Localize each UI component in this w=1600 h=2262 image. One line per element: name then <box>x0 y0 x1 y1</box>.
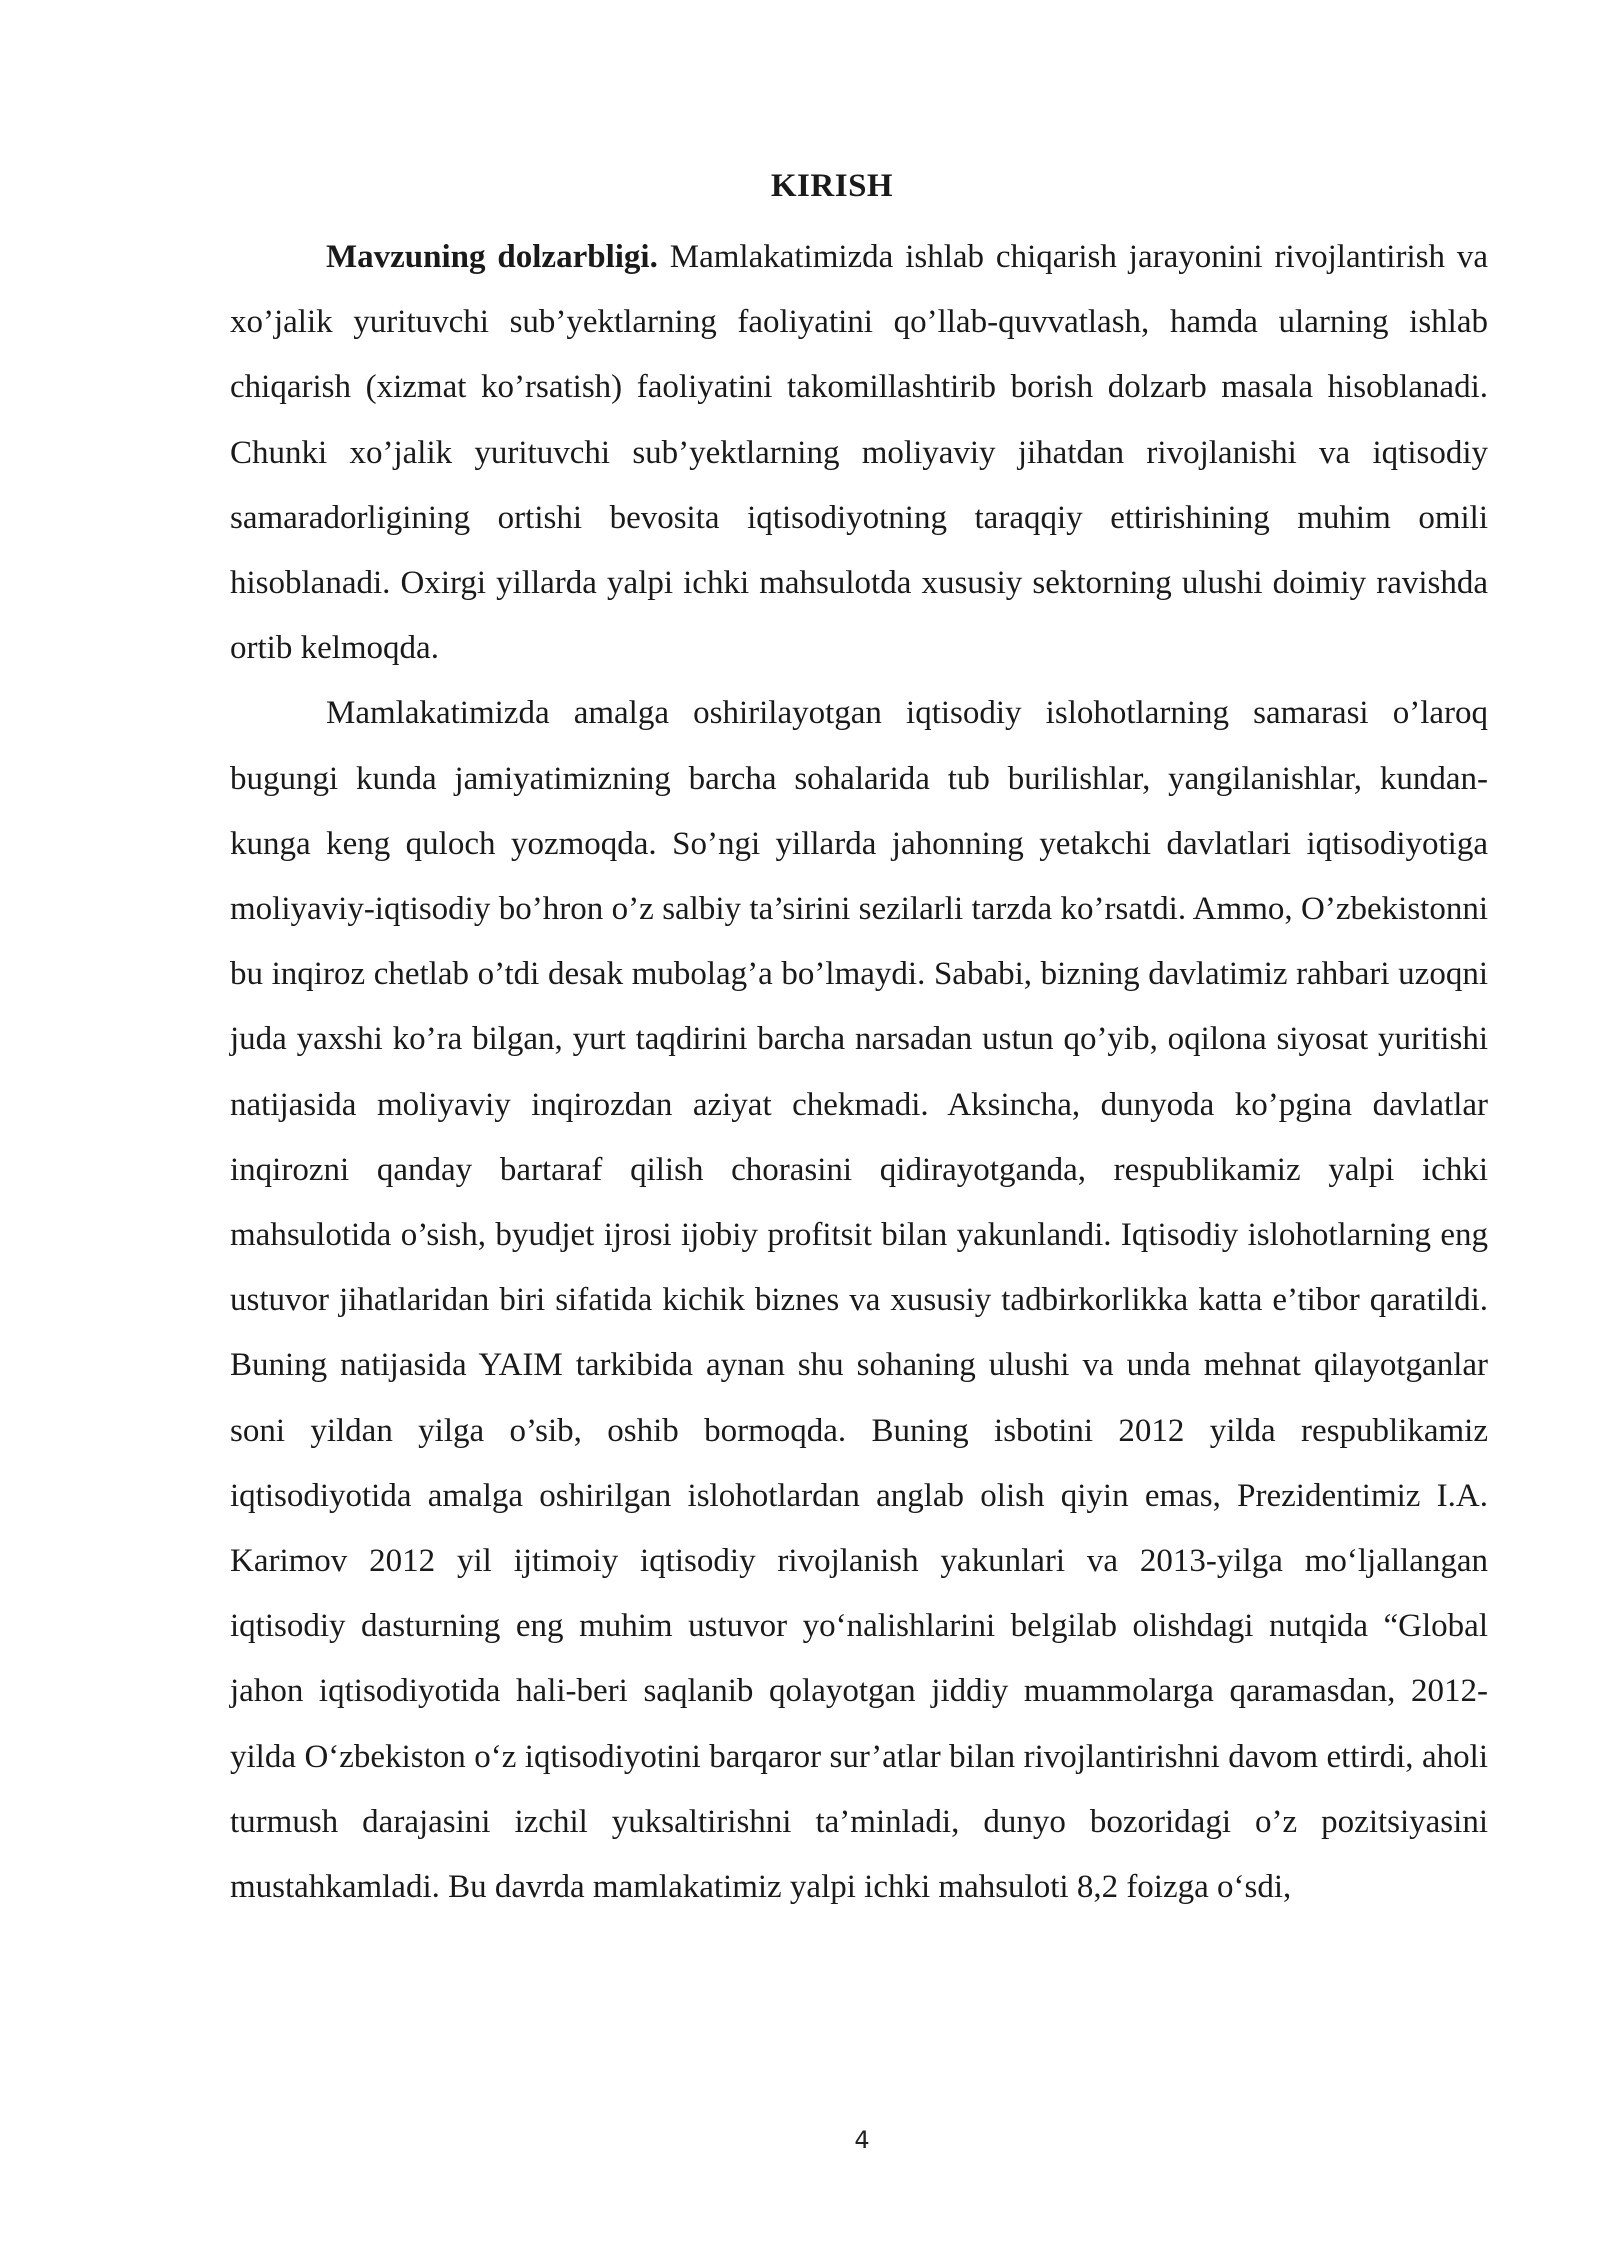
paragraph-reforms: Mamlakatimizda amalga oshirilayotgan iqtisodiy islohotlarning samarasi o’laroq bugungi kunda jamiyatimizning barcha sohalarida tub burilishlar, yangilanishlar, kundan-kunga keng quloch yozmoqda. So’ngi yillarda jahonning yetakchi davlatlari iqtisodiyotiga moliyaviy-iqtisodiy bo’hron o’z salbiy ta’sirini sezilarli tarzda ko’rsatdi. Ammo, O’zbekistonni bu inqiroz chetlab o’tdi desak mubolag’a bo’lmaydi. Sababi, bizning davlatimiz rahbari uzoqni juda yaxshi ko’ra bilgan, yurt taqdirini barcha narsadan ustun qo’yib, oqilona siyosat yuritishi natijasida moliyaviy inqirozdan aziyat chekmadi. Aksincha, dunyoda ko’pgina davlatlar inqirozni qanday bartaraf qilish chorasini qidirayotganda, respublikamiz yalpi ichki mahsulotida o’sish, byudjet ijrosi ijobiy profitsit bilan yakunlandi. Iqtisodiy islohotlarning eng ustuvor jihatlaridan biri sifatida kichik biznes va xususiy tadbirkorlikka katta e’tibor qaratildi. Buning natijasida YAIM tarkibida aynan shu sohaning ulushi va unda mehnat qilayotganlar soni yildan yilga o’sib, oshib bormoqda. Buning isbotini 2012 yilda respublikamiz iqtisodiyotida amalga oshirilgan islohotlardan anglab olish qiyin emas, Prezidentimiz I.A. Karimov 2012 yil ijtimoiy iqtisodiy rivojlanish yakunlari va 2013-yilga mo‘ljallangan iqtisodiy dasturning eng muhim ustuvor yo‘nalishlarini belgilab olishdagi nutqida “Global jahon iqtisodiyotida hali-beri saqlanib qolayotgan jiddiy muammolarga qaramasdan, 2012-yilda O‘zbekiston o‘z iqtisodiyotini barqaror sur’atlar bilan rivojlantirishni davom ettirdi, aholi turmush darajasini izchil yuksaltirishni ta’minladi, dunyo bozoridagi o’z pozitsiyasini mustahkamladi. Bu davrda mamlakatimiz yalpi ichki mahsuloti 8,2 foizga o‘sdi, <box>230 695 1488 1906</box>
paragraph-relevance <box>230 225 1488 681</box>
paragraph-lead: Mavzuning dolzarbligi. <box>326 239 658 275</box>
section-heading: KIRISH <box>770 168 894 204</box>
body-text <box>230 225 1488 1920</box>
page-number: 4 <box>854 2126 870 2154</box>
paragraph-relevance-text: Mamlakatimizda ishlab chiqarish jarayonini rivojlantirish va xo’jalik yurituvchi sub’yektlarning faoliyatini qo’llab-quvvatlash, hamda ularning ishlab chiqarish (xizmat ko’rsatish) faoliyatini takomillashtirib borish dolzarb masala hisoblanadi. Chunki xo’jalik yurituvchi sub’yektlarning moliyaviy jihatdan rivojlanishi va iqtisodiy samaradorligining ortishi bevosita iqtisodiyotning taraqqiy ettirishining muhim omili hisoblanadi. Oxirgi yillarda yalpi ichki mahsulotda xususiy sektorning ulushi doimiy ravishda ortib kelmoqda. <box>230 239 1488 667</box>
